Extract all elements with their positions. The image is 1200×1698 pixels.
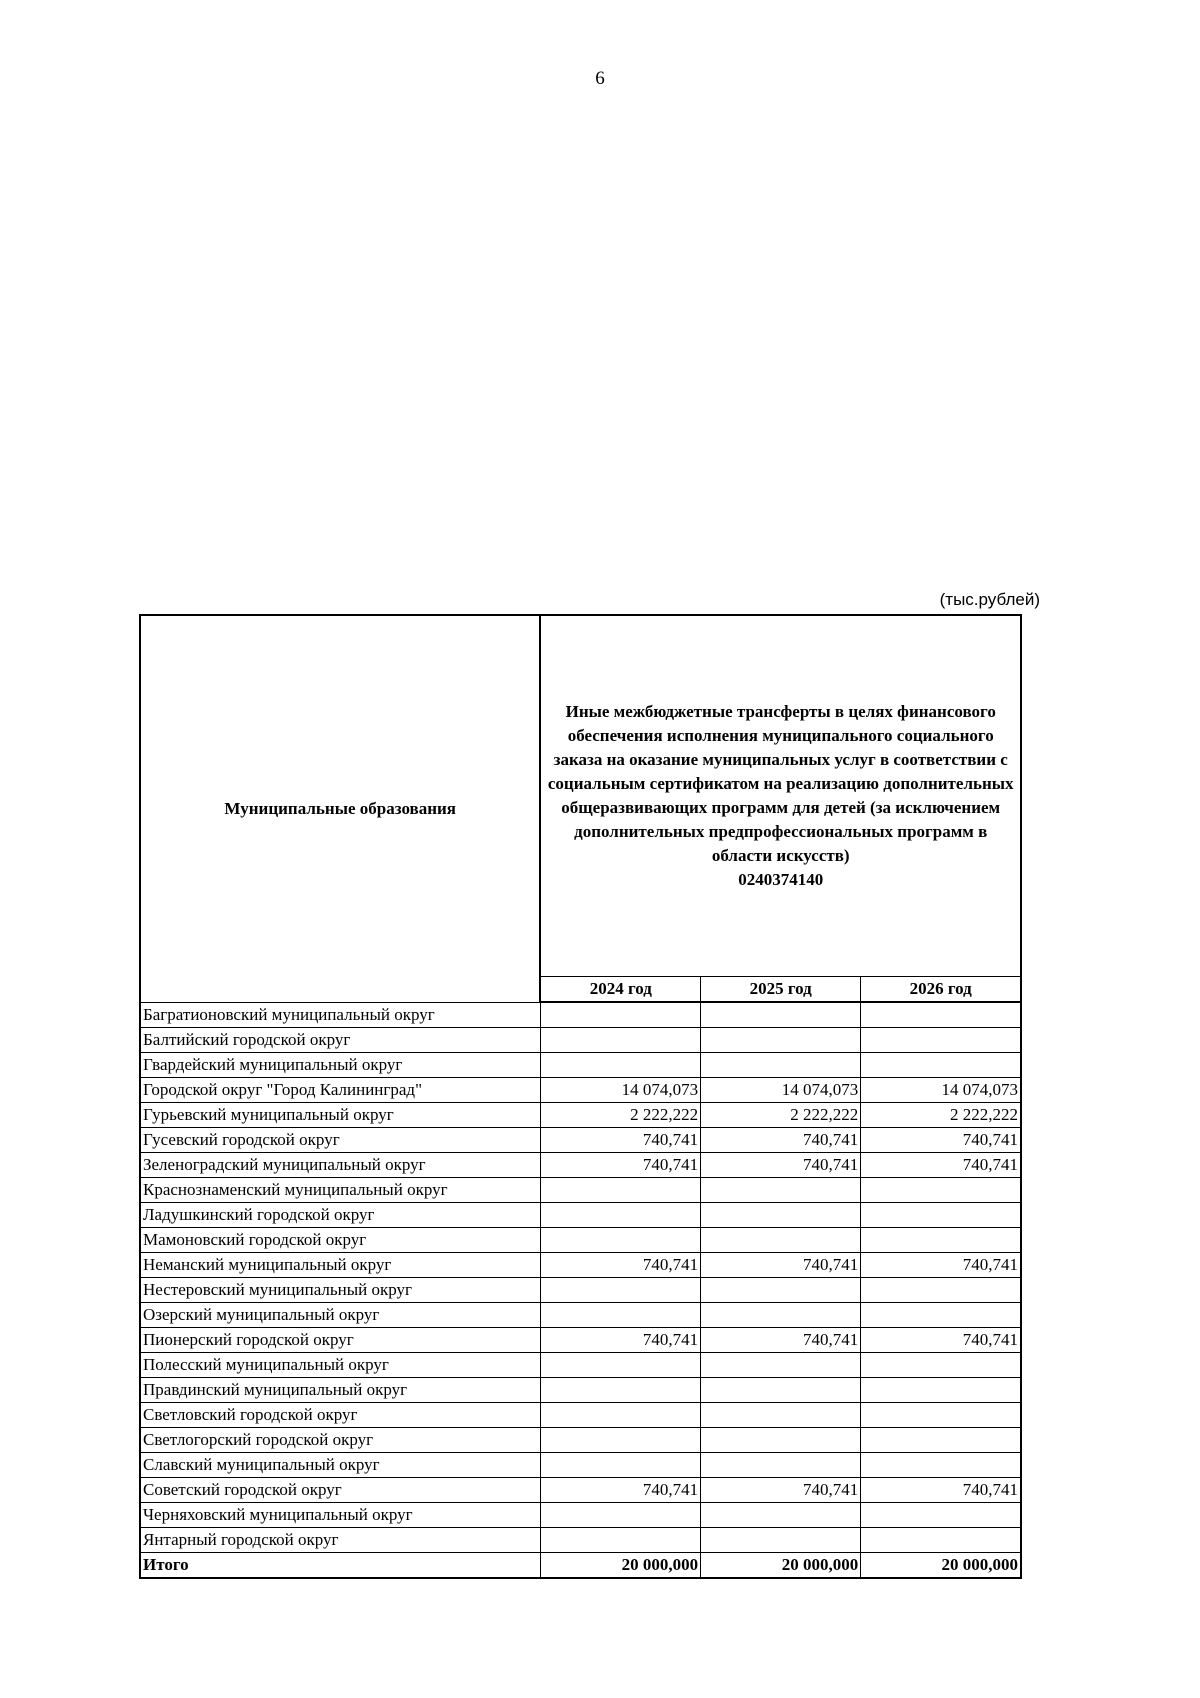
header-budget-code: 0240374140 bbox=[738, 870, 824, 889]
value-2025 bbox=[701, 1453, 861, 1478]
value-2026: 740,741 bbox=[861, 1153, 1021, 1178]
value-2025 bbox=[701, 1353, 861, 1378]
value-2024 bbox=[540, 1453, 700, 1478]
header-year-2025: 2025 год bbox=[701, 977, 861, 1003]
value-2026 bbox=[861, 1278, 1021, 1303]
value-2024 bbox=[540, 1002, 700, 1028]
value-2025 bbox=[701, 1503, 861, 1528]
value-2026 bbox=[861, 1403, 1021, 1428]
value-2026: 740,741 bbox=[861, 1128, 1021, 1153]
value-2025 bbox=[701, 1203, 861, 1228]
value-2024 bbox=[540, 1228, 700, 1253]
value-2026 bbox=[861, 1453, 1021, 1478]
header-year-2026: 2026 год bbox=[861, 977, 1021, 1003]
value-2024 bbox=[540, 1178, 700, 1203]
table-row bbox=[140, 1328, 1021, 1353]
value-2024 bbox=[540, 1378, 700, 1403]
value-2024 bbox=[540, 1403, 700, 1428]
header-transfer-purpose bbox=[540, 615, 1021, 977]
municipality-name: Гурьевский муниципальный округ bbox=[140, 1103, 540, 1128]
municipality-name: Ладушкинский городской округ bbox=[140, 1203, 540, 1228]
value-2024: 740,741 bbox=[540, 1153, 700, 1178]
value-2025 bbox=[701, 1053, 861, 1078]
table-row bbox=[140, 1128, 1021, 1153]
municipality-name: Багратионовский муниципальный округ bbox=[140, 1002, 540, 1028]
value-2026 bbox=[861, 1303, 1021, 1328]
table-row bbox=[140, 1478, 1021, 1503]
municipality-name: Янтарный городской округ bbox=[140, 1528, 540, 1553]
value-2026 bbox=[861, 1002, 1021, 1028]
municipality-name: Славский муниципальный округ bbox=[140, 1453, 540, 1478]
value-2025 bbox=[701, 1028, 861, 1053]
value-2024: 740,741 bbox=[540, 1328, 700, 1353]
table-row bbox=[140, 1253, 1021, 1278]
table-row bbox=[140, 1303, 1021, 1328]
table-row bbox=[140, 1078, 1021, 1103]
municipality-name: Балтийский городской округ bbox=[140, 1028, 540, 1053]
value-2026 bbox=[861, 1528, 1021, 1553]
table-row bbox=[140, 1453, 1021, 1478]
table-row bbox=[140, 1428, 1021, 1453]
value-2025: 740,741 bbox=[701, 1253, 861, 1278]
value-2024 bbox=[540, 1278, 700, 1303]
value-2024 bbox=[540, 1353, 700, 1378]
municipality-name: Озерский муниципальный округ bbox=[140, 1303, 540, 1328]
units-label: (тыс.рублей) bbox=[939, 590, 1040, 609]
value-2026 bbox=[861, 1203, 1021, 1228]
total-label: Итого bbox=[140, 1553, 540, 1579]
table-row bbox=[140, 1153, 1021, 1178]
value-2025 bbox=[701, 1528, 861, 1553]
municipality-name: Полесский муниципальный округ bbox=[140, 1353, 540, 1378]
municipality-name: Светловский городской округ bbox=[140, 1403, 540, 1428]
municipality-name: Зеленоградский муниципальный округ bbox=[140, 1153, 540, 1178]
value-2025 bbox=[701, 1178, 861, 1203]
table-row bbox=[140, 1528, 1021, 1553]
value-2024: 740,741 bbox=[540, 1478, 700, 1503]
value-2026 bbox=[861, 1378, 1021, 1403]
value-2026: 2 222,222 bbox=[861, 1103, 1021, 1128]
value-2025 bbox=[701, 1378, 861, 1403]
value-2025 bbox=[701, 1303, 861, 1328]
table-body bbox=[140, 1002, 1021, 1578]
table-row bbox=[140, 1353, 1021, 1378]
table-row bbox=[140, 1053, 1021, 1078]
value-2026: 740,741 bbox=[861, 1478, 1021, 1503]
value-2025: 740,741 bbox=[701, 1328, 861, 1353]
value-2025 bbox=[701, 1428, 861, 1453]
value-2024 bbox=[540, 1203, 700, 1228]
municipality-name: Неманский муниципальный округ bbox=[140, 1253, 540, 1278]
value-2024 bbox=[540, 1503, 700, 1528]
value-2024: 740,741 bbox=[540, 1253, 700, 1278]
value-2024: 2 222,222 bbox=[540, 1103, 700, 1128]
total-row bbox=[140, 1553, 1021, 1579]
value-2026 bbox=[861, 1228, 1021, 1253]
municipality-name: Черняховский муниципальный округ bbox=[140, 1503, 540, 1528]
transfers-table bbox=[139, 614, 1022, 1579]
value-2024 bbox=[540, 1428, 700, 1453]
value-2026: 740,741 bbox=[861, 1328, 1021, 1353]
total-2026: 20 000,000 bbox=[861, 1553, 1021, 1579]
header-year-2024: 2024 год bbox=[540, 977, 700, 1003]
total-2024: 20 000,000 bbox=[540, 1553, 700, 1579]
table-row bbox=[140, 1103, 1021, 1128]
municipality-name: Гусевский городской округ bbox=[140, 1128, 540, 1153]
table-row bbox=[140, 1278, 1021, 1303]
municipality-name: Светлогорский городской округ bbox=[140, 1428, 540, 1453]
table-row bbox=[140, 1002, 1021, 1028]
municipality-name: Гвардейский муниципальный округ bbox=[140, 1053, 540, 1078]
table-header-row bbox=[140, 615, 1021, 977]
municipality-name: Пионерский городской округ bbox=[140, 1328, 540, 1353]
value-2026 bbox=[861, 1028, 1021, 1053]
municipality-name: Правдинский муниципальный округ bbox=[140, 1378, 540, 1403]
value-2026: 740,741 bbox=[861, 1253, 1021, 1278]
municipality-name: Советский городской округ bbox=[140, 1478, 540, 1503]
value-2026 bbox=[861, 1053, 1021, 1078]
page-number: 6 bbox=[595, 68, 605, 89]
header-municipalities: Муниципальные образования bbox=[140, 615, 540, 1002]
municipality-name: Мамоновский городской округ bbox=[140, 1228, 540, 1253]
value-2025 bbox=[701, 1278, 861, 1303]
table-row bbox=[140, 1378, 1021, 1403]
value-2025: 740,741 bbox=[701, 1478, 861, 1503]
value-2024 bbox=[540, 1528, 700, 1553]
value-2025: 14 074,073 bbox=[701, 1078, 861, 1103]
table-row bbox=[140, 1178, 1021, 1203]
table-row bbox=[140, 1228, 1021, 1253]
value-2024 bbox=[540, 1053, 700, 1078]
value-2024: 740,741 bbox=[540, 1128, 700, 1153]
municipality-name: Нестеровский муниципальный округ bbox=[140, 1278, 540, 1303]
value-2026 bbox=[861, 1503, 1021, 1528]
header-transfer-title: Иные межбюджетные трансферты в целях финансового обеспечения исполнения муниципального социального заказа на оказание муниципальных услуг в соответствии с социальным сертификатом на реализацию дополнительных общеразвивающих программ для детей (за исключением дополнительных предпрофессиональных программ в области искусств) bbox=[547, 702, 1014, 865]
value-2024: 14 074,073 bbox=[540, 1078, 700, 1103]
municipality-name: Городской округ "Город Калининград" bbox=[140, 1078, 540, 1103]
value-2024 bbox=[540, 1303, 700, 1328]
value-2026: 14 074,073 bbox=[861, 1078, 1021, 1103]
value-2026 bbox=[861, 1353, 1021, 1378]
value-2025 bbox=[701, 1002, 861, 1028]
table-row bbox=[140, 1028, 1021, 1053]
value-2025: 740,741 bbox=[701, 1153, 861, 1178]
table-row bbox=[140, 1403, 1021, 1428]
value-2026 bbox=[861, 1178, 1021, 1203]
municipality-name: Краснознаменский муниципальный округ bbox=[140, 1178, 540, 1203]
transfers-table-wrapper bbox=[139, 614, 1022, 1579]
value-2024 bbox=[540, 1028, 700, 1053]
value-2026 bbox=[861, 1428, 1021, 1453]
value-2025 bbox=[701, 1403, 861, 1428]
value-2025: 740,741 bbox=[701, 1128, 861, 1153]
total-2025: 20 000,000 bbox=[701, 1553, 861, 1579]
value-2025 bbox=[701, 1228, 861, 1253]
value-2025: 2 222,222 bbox=[701, 1103, 861, 1128]
table-row bbox=[140, 1503, 1021, 1528]
table-row bbox=[140, 1203, 1021, 1228]
